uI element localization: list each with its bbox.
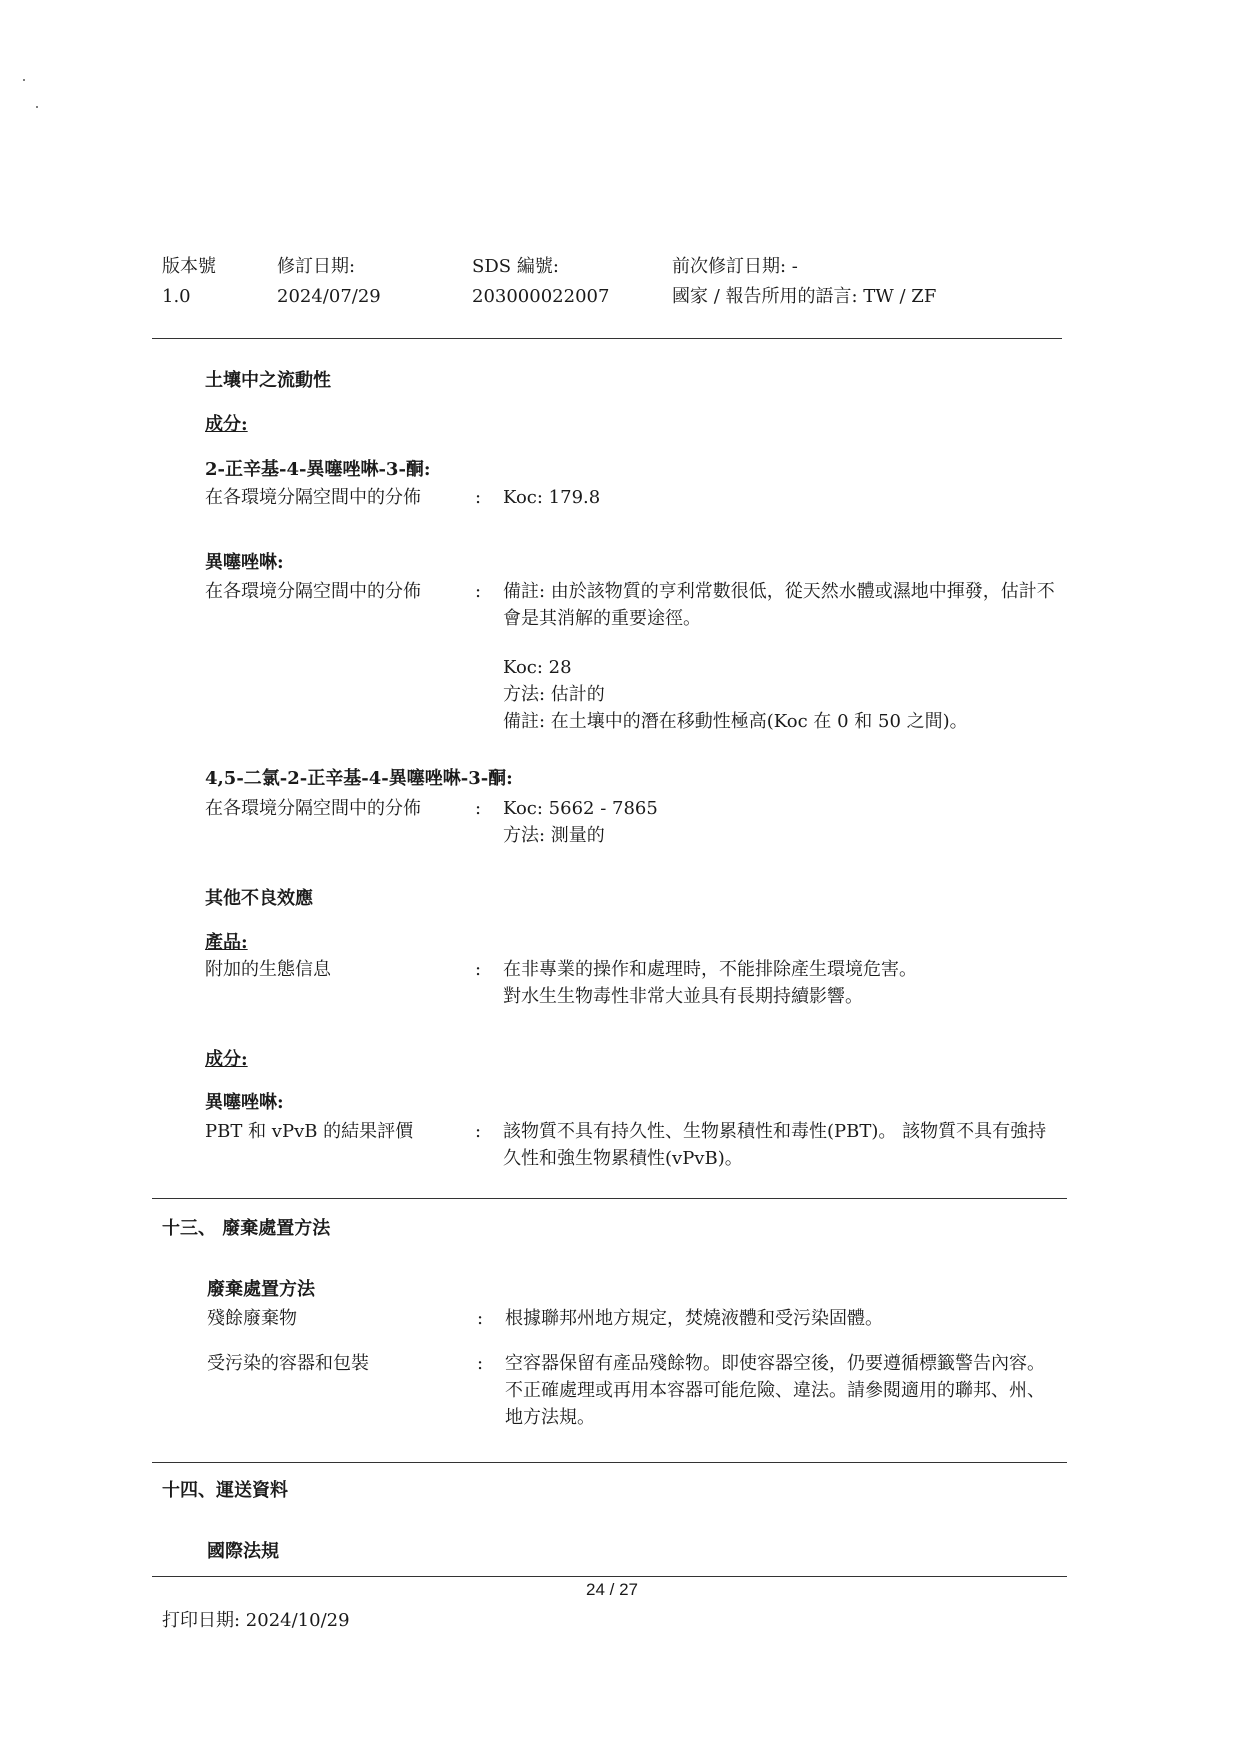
colon: : [475,1121,482,1142]
section-14-title: 十四、運送資料 [162,1480,288,1501]
colon: : [477,1353,484,1374]
substance-name: 2-正辛基-4-異噻唑啉-3-酮: [205,459,431,480]
distribution-label: 在各環境分隔空間中的分佈 [205,487,421,508]
sds-number-label: SDS 編號: [472,256,559,277]
container-row [207,1350,1057,1431]
method-text: 方法: 測量的 [503,825,605,846]
distribution-row [205,578,1055,735]
other-effects-title: 其他不良效應 [205,888,313,909]
eco-info-row [205,956,1055,1010]
product-label: 產品: [205,932,248,953]
pbt-text: 該物質不具有持久性、生物累積性和毒性(PBT)。 該物質不具有強持久性和強生物累積性(vPvB)。 [503,1121,1047,1169]
scan-speck [23,79,25,81]
revision-date-value: 2024/07/29 [277,286,381,307]
section-13-subtitle: 廢棄處置方法 [207,1279,315,1300]
colon: : [477,1308,484,1329]
section-divider [152,1198,1067,1199]
section-divider [152,1462,1067,1463]
method-text: 方法: 估計的 [503,684,605,705]
eco-info-label: 附加的生態信息 [205,959,331,980]
eco-info-text: 在非專業的操作和處理時，不能排除產生環境危害。 [503,959,917,980]
revision-date-label: 修訂日期: [277,256,356,277]
pbt-label: PBT 和 vPvB 的結果評價 [205,1121,414,1142]
page-number: 24 / 27 [586,1580,638,1599]
residue-text: 根據聯邦州地方規定，焚燒液體和受污染固體。 [505,1308,883,1329]
distribution-label: 在各環境分隔空間中的分佈 [205,798,421,819]
section-14-subtitle: 國際法規 [207,1541,279,1562]
sds-number-value: 203000022007 [472,286,610,307]
country-language: 國家 / 報告所用的語言: TW / ZF [672,286,937,307]
distribution-label: 在各環境分隔空間中的分佈 [205,581,421,602]
mobility-title: 土壤中之流動性 [205,370,331,391]
components-label: 成分: [205,414,248,435]
koc-value: Koc: 28 [503,657,572,678]
container-label: 受污染的容器和包裝 [207,1353,369,1374]
colon: : [475,798,482,819]
remark-text: 備註: 由於該物質的亨利常數很低，從天然水體或濕地中揮發，估計不會是其消解的重要途徑。 [503,581,1055,629]
print-date: 打印日期: 2024/10/29 [162,1610,350,1631]
substance-name: 4,5-二氯-2-正辛基-4-異噻唑啉-3-酮: [205,768,513,789]
residue-label: 殘餘廢棄物 [207,1308,297,1329]
substance-name: 異噻唑啉: [205,1092,284,1113]
section-13-title: 十三、 廢棄處置方法 [162,1218,331,1239]
remark-text: 備註: 在土壤中的潛在移動性極高(Koc 在 0 和 50 之間)。 [503,711,968,732]
colon: : [475,959,482,980]
colon: : [475,581,482,602]
pbt-row [205,1118,1055,1172]
eco-info-text: 對水生生物毒性非常大並具有長期持續影響。 [503,986,863,1007]
colon: : [475,487,482,508]
distribution-row [205,795,1055,849]
koc-value: Koc: 5662 - 7865 [503,798,658,819]
components-label: 成分: [205,1049,248,1070]
koc-value: Koc: 179.8 [503,487,601,508]
distribution-row [205,484,1055,511]
previous-revision-date: 前次修訂日期: - [672,256,798,277]
scan-speck [36,106,38,108]
footer-divider [152,1576,1067,1577]
header-divider [152,338,1062,339]
residue-row [207,1305,1057,1332]
version-label: 版本號 [162,256,216,277]
substance-name: 異噻唑啉: [205,552,284,573]
container-text: 空容器保留有產品殘餘物。即使容器空後，仍要遵循標籤警告內容。不正確處理或再用本容器可能危險、違法。請參閱適用的聯邦、州、地方法規。 [505,1353,1045,1428]
version-value: 1.0 [162,286,191,307]
